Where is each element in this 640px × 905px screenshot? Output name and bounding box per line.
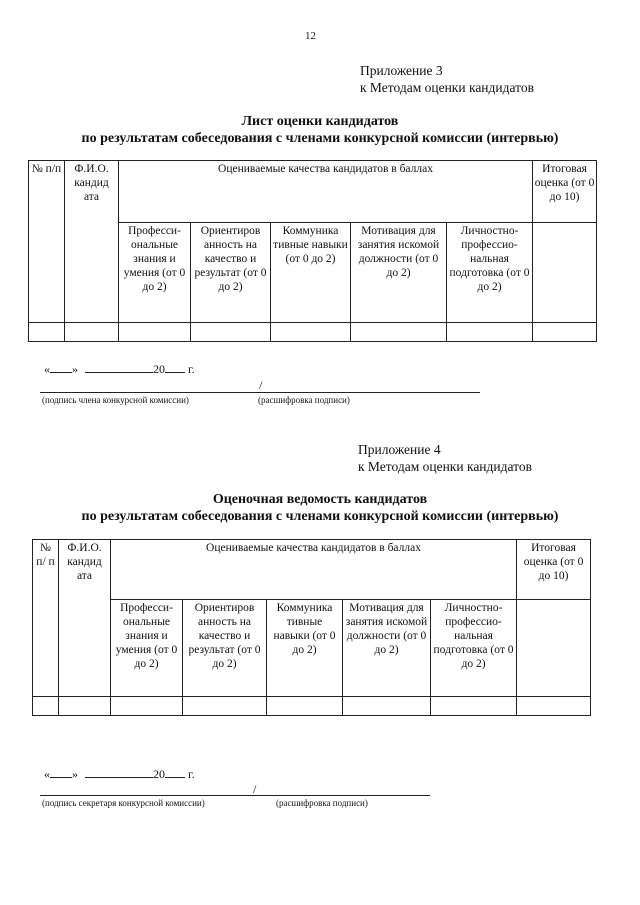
subheader-professional-knowledge: Професси-ональные знания и умения (от 0 до 2) (119, 223, 191, 323)
subheader-personal-professional-training: Личностно-профессио-нальная подготовка (от 0 до 2) (431, 600, 517, 697)
signature-line (40, 392, 480, 393)
subheader-quality-orientation: Ориентиров анность на качество и результат (от 0 до 2) (191, 223, 271, 323)
header-row-number: № п/ п (33, 540, 59, 697)
subheader-total-blank (533, 223, 597, 323)
subheader-motivation: Мотивация для занятия искомой должности (от 0 до 2) (351, 223, 447, 323)
evaluation-table-1 (28, 160, 597, 342)
header-row-number: № п/п (29, 161, 65, 323)
subheader-communication-skills: Коммуника тивные навыки (от 0 до 2) (267, 600, 343, 697)
date-line: « » 20 г. (44, 362, 195, 376)
header-assessed-qualities: Оцениваемые качества кандидатов в баллах (119, 161, 533, 223)
appendix-reference: к Методам оценки кандидатов (360, 80, 534, 95)
subheader-total-blank (517, 600, 591, 697)
title-line-1: Оценочная ведомость кандидатов (212, 492, 428, 507)
header-total-score: Итоговая оценка (от 0 до 10) (533, 161, 597, 223)
subheader-motivation: Мотивация для занятия искомой должности (от 0 до 2) (343, 600, 431, 697)
appendix-reference: к Методам оценки кандидатов (358, 459, 532, 474)
date-line: « » 20 г. (44, 767, 195, 781)
document-title (0, 113, 640, 147)
table-row (29, 323, 597, 342)
name-decoding-caption: (расшифровка подписи) (258, 395, 350, 405)
name-decoding-caption: (расшифровка подписи) (276, 798, 368, 808)
signature-slash: / (253, 782, 257, 796)
signature-slash: / (259, 378, 263, 392)
signature-caption: (подпись секретаря конкурсной комиссии) (42, 798, 205, 808)
signature-line (40, 795, 430, 796)
table-row (33, 697, 591, 716)
header-total-score: Итоговая оценка (от 0 до 10) (517, 540, 591, 600)
appendix-4-header (358, 441, 532, 475)
subheader-quality-orientation: Ориентиров анность на качество и результат (от 0 до 2) (183, 600, 267, 697)
header-full-name: Ф.И.О. кандид ата (65, 161, 119, 323)
evaluation-table-2 (32, 539, 591, 716)
page-number: 12 (305, 30, 316, 42)
title-line-2: по результатам собеседования с членами конкурсной комиссии (интервью) (81, 509, 559, 524)
header-assessed-qualities: Оцениваемые качества кандидатов в баллах (111, 540, 517, 600)
header-full-name: Ф.И.О. кандид ата (59, 540, 111, 697)
signature-caption: (подпись члена конкурсной комиссии) (42, 395, 189, 405)
title-line-2: по результатам собеседования с членами конкурсной комиссии (интервью) (81, 131, 559, 146)
title-line-1: Лист оценки кандидатов (241, 114, 399, 129)
subheader-professional-knowledge: Професси-ональные знания и умения (от 0 до 2) (111, 600, 183, 697)
appendix-3-header (360, 62, 534, 96)
appendix-label: Приложение 4 (358, 442, 441, 457)
appendix-label: Приложение 3 (360, 63, 443, 78)
subheader-communication-skills: Коммуника тивные навыки (от 0 до 2) (271, 223, 351, 323)
subheader-personal-professional-training: Личностно-профессио-нальная подготовка (от 0 до 2) (447, 223, 533, 323)
document-title (0, 491, 640, 525)
